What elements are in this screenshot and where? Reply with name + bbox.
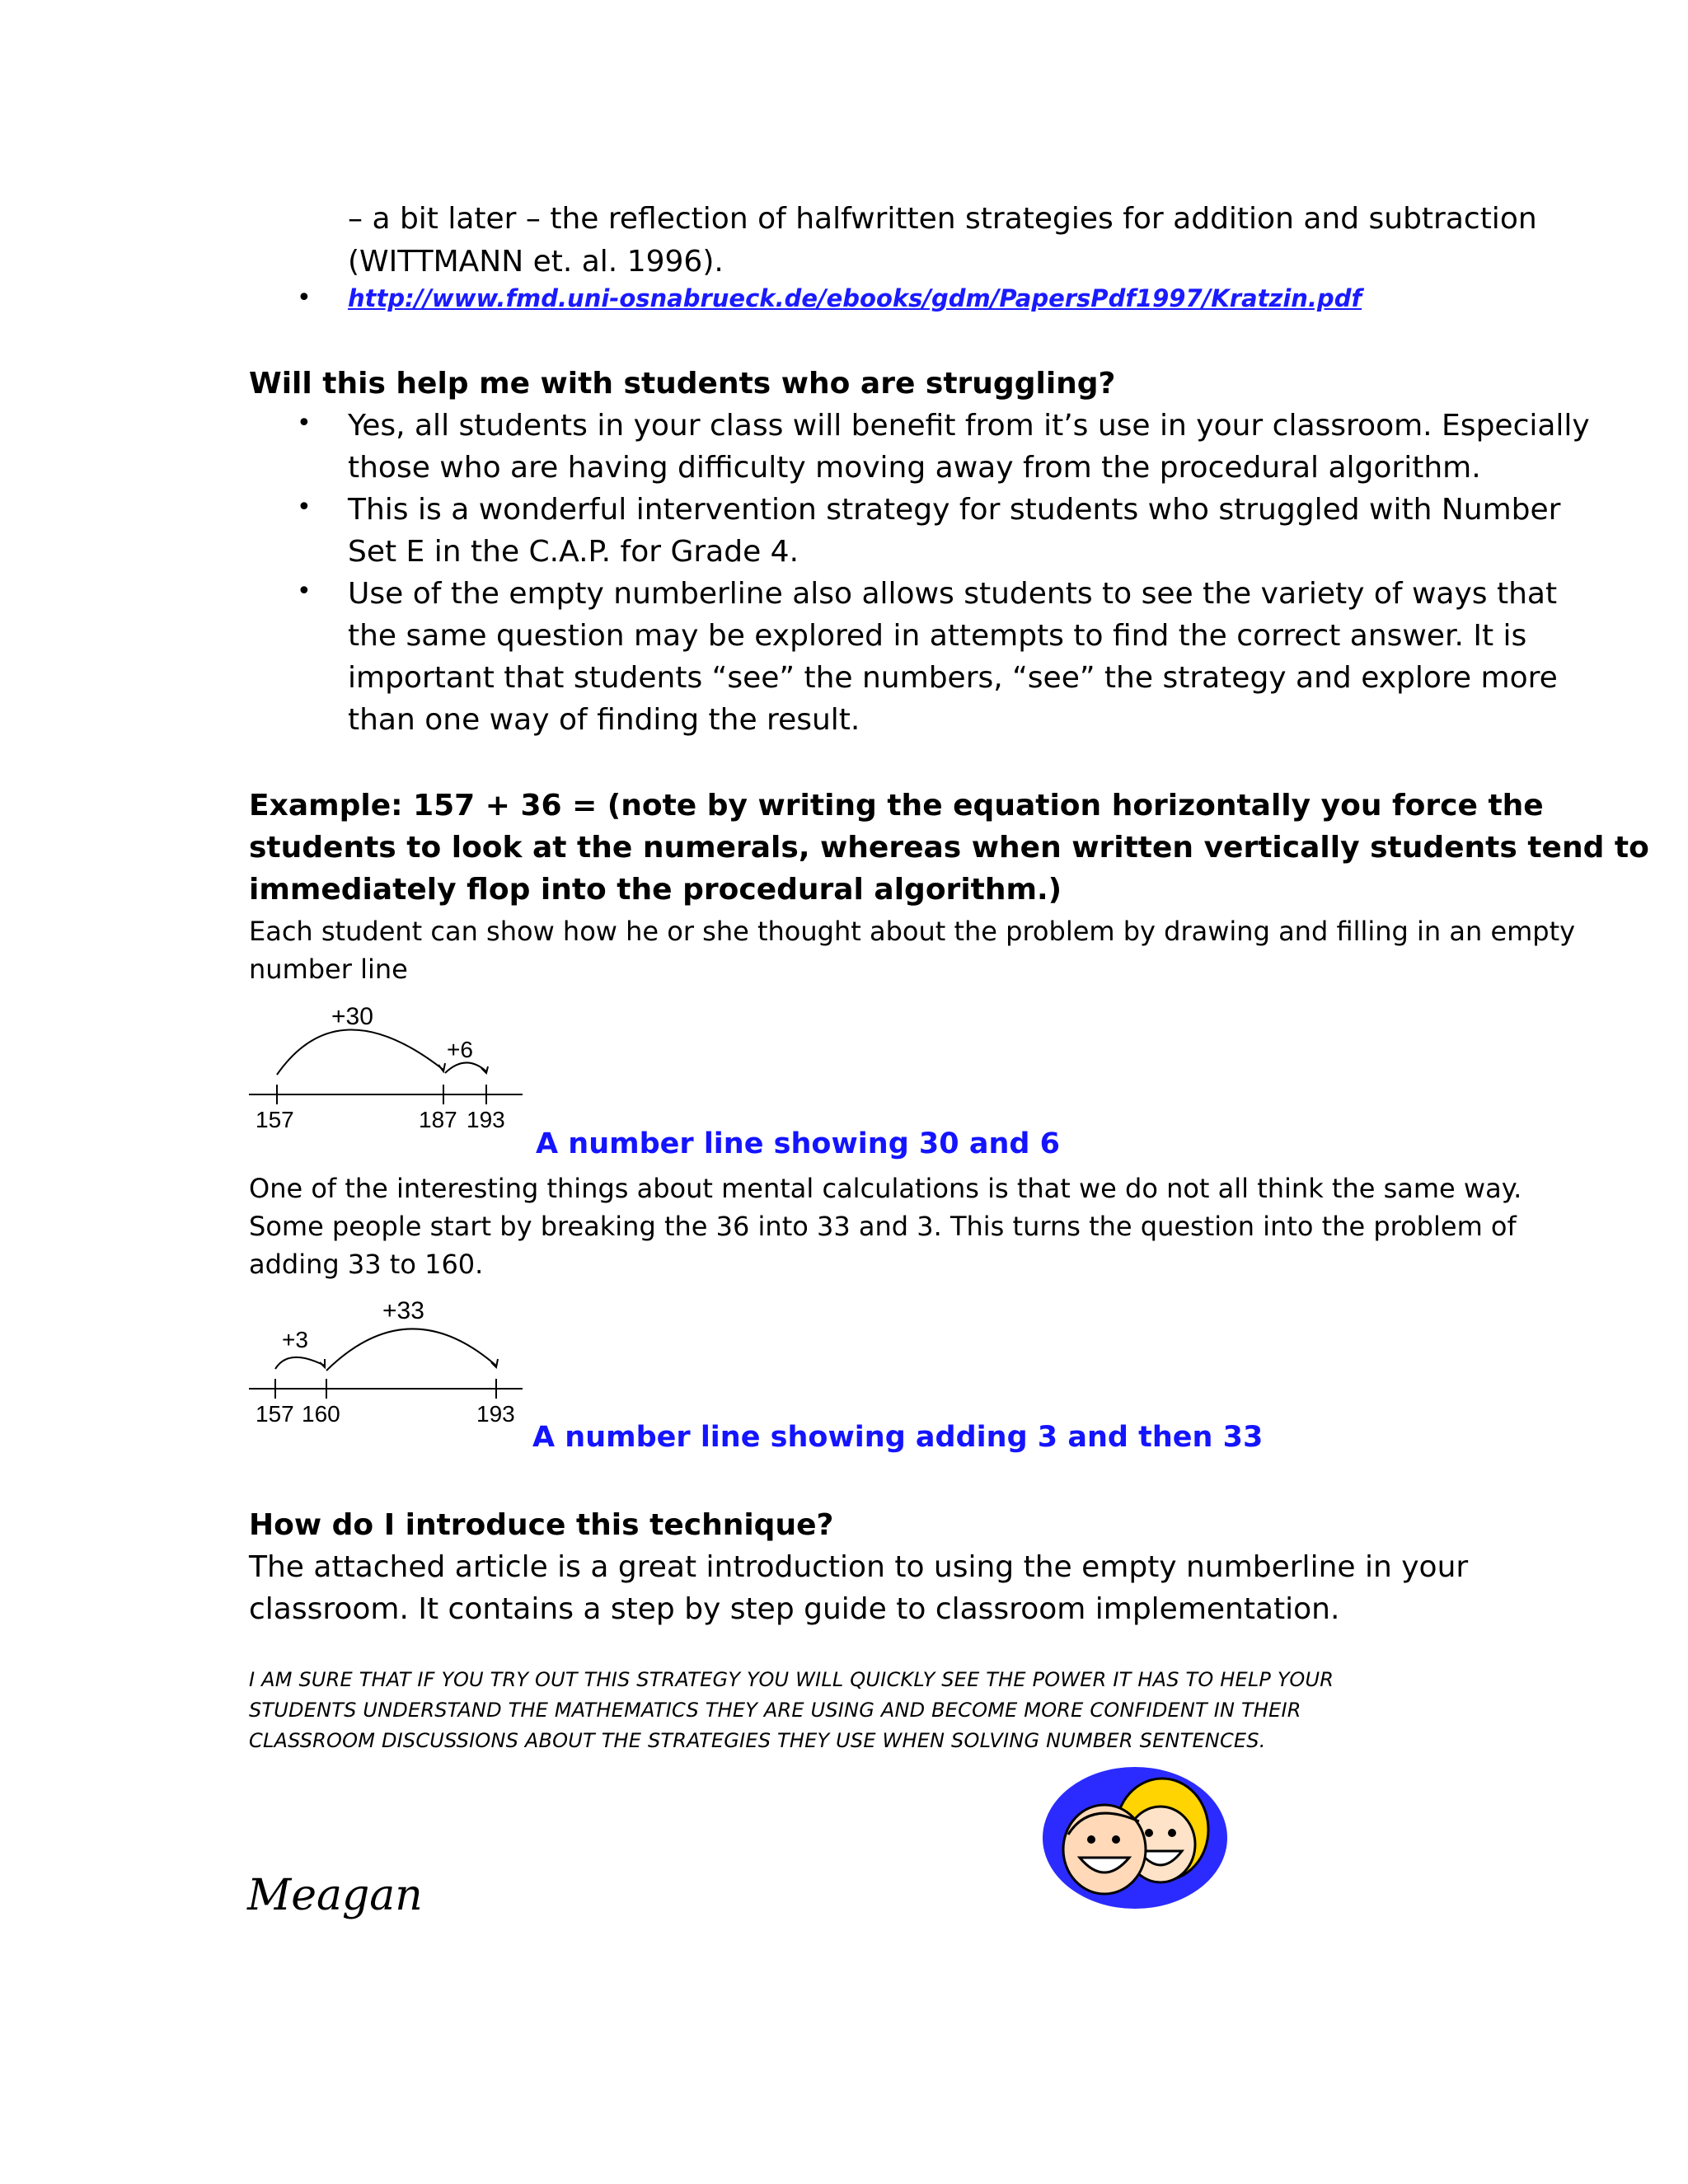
jump-label-small: +3 — [282, 1327, 308, 1352]
bullet-dot: • — [297, 284, 312, 312]
number-line-diagram-2 — [247, 1290, 528, 1430]
struggling-bullet-1-line-2: those who are having difficulty moving away from the procedural algorithm. — [348, 451, 1481, 485]
jump-arc-small — [445, 1062, 486, 1073]
closing-line-3: CLASSROOM DISCUSSIONS ABOUT THE STRATEGIES THEY USE WHEN SOLVING NUMBER SENTENCES. — [249, 1729, 1266, 1752]
tick-label-160: 160 — [302, 1401, 340, 1427]
closing-line-2: STUDENTS UNDERSTAND THE MATHEMATICS THEY ARE USING AND BECOME MORE CONFIDENT IN THEIR — [249, 1699, 1301, 1722]
jump-arc-big — [277, 1029, 443, 1075]
example-line-2: students to look at the numerals, whereas when written vertically students tend to — [249, 831, 1649, 865]
jump-arc-small — [275, 1357, 325, 1369]
arrow-head — [320, 1359, 325, 1367]
signature: Meagan — [247, 1871, 423, 1920]
example-desc-line-2: number line — [249, 954, 408, 985]
intro-line-2: (WITTMANN et. al. 1996). — [348, 245, 724, 279]
example-line-3: immediately flop into the procedural algorithm.) — [249, 873, 1062, 907]
jump-label-small: +6 — [447, 1037, 473, 1062]
jump-label-big: +30 — [331, 1003, 373, 1030]
struggling-bullet-1-line-1: Yes, all students in your class will benefit from it’s use in your classroom. Especially — [348, 409, 1590, 443]
number-line-1-caption: A number line showing 30 and 6 — [536, 1127, 1060, 1160]
jump-arc-big — [326, 1329, 496, 1371]
boy-eye — [1112, 1835, 1120, 1844]
tick-label-193: 193 — [467, 1107, 505, 1132]
smiling-kids-clipart — [1040, 1764, 1230, 1912]
introduce-heading: How do I introduce this technique? — [249, 1508, 834, 1542]
example-line-1: Example: 157 + 36 = (note by writing the equation horizontally you force the — [249, 789, 1544, 823]
bullet-dot: • — [297, 409, 312, 438]
mental-line-1: One of the interesting things about mental calculations is that we do not all think the same way. — [249, 1173, 1522, 1204]
closing-line-1: I AM SURE THAT IF YOU TRY OUT THIS STRATEGY YOU WILL QUICKLY SEE THE POWER IT HAS TO HELP YOUR — [249, 1668, 1334, 1691]
bullet-dot: • — [297, 493, 312, 522]
struggling-bullet-2-line-2: Set E in the C.A.P. for Grade 4. — [348, 535, 799, 569]
kratzin-pdf-link[interactable]: http://www.fmd.uni-osnabrueck.de/ebooks/gdm/PapersPdf1997/Kratzin.pdf — [348, 284, 1362, 312]
struggling-bullet-2-line-1: This is a wonderful intervention strategy for students who struggled with Number — [348, 493, 1561, 527]
tick-label-157: 157 — [256, 1107, 294, 1132]
introduce-line-1: The attached article is a great introduction to using the empty numberline in your — [249, 1550, 1469, 1584]
intro-line-1: – a bit later – the reflection of halfwritten strategies for addition and subtraction — [348, 202, 1537, 236]
tick-label-187: 187 — [419, 1107, 457, 1132]
girl-eye — [1168, 1829, 1176, 1837]
struggling-bullet-3-line-2: the same question may be explored in attempts to find the correct answer. It is — [348, 619, 1527, 653]
struggling-bullet-3-line-1: Use of the empty numberline also allows students to see the variety of ways that — [348, 577, 1558, 611]
jump-label-big: +33 — [382, 1297, 424, 1324]
tick-label-157: 157 — [256, 1401, 294, 1427]
mental-line-2: Some people start by breaking the 36 into 33 and 3. This turns the question into the problem of — [249, 1211, 1517, 1242]
number-line-2-caption: A number line showing adding 3 and then 33 — [532, 1421, 1264, 1454]
struggling-bullet-3-line-3: important that students “see” the numbers, “see” the strategy and explore more — [348, 661, 1558, 695]
girl-eye — [1145, 1829, 1153, 1837]
mental-line-3: adding 33 to 160. — [249, 1249, 484, 1280]
struggling-heading: Will this help me with students who are struggling? — [249, 367, 1116, 401]
tick-label-193: 193 — [476, 1401, 515, 1427]
example-desc-line-1: Each student can show how he or she thought about the problem by drawing and filling in an empty — [249, 916, 1576, 947]
bullet-dot: • — [297, 577, 312, 606]
introduce-line-2: classroom. It contains a step by step guide to classroom implementation. — [249, 1592, 1340, 1626]
struggling-bullet-3-line-4: than one way of finding the result. — [348, 703, 860, 737]
number-line-diagram-1 — [247, 996, 528, 1136]
boy-eye — [1087, 1835, 1095, 1844]
arrow-head — [438, 1063, 445, 1071]
